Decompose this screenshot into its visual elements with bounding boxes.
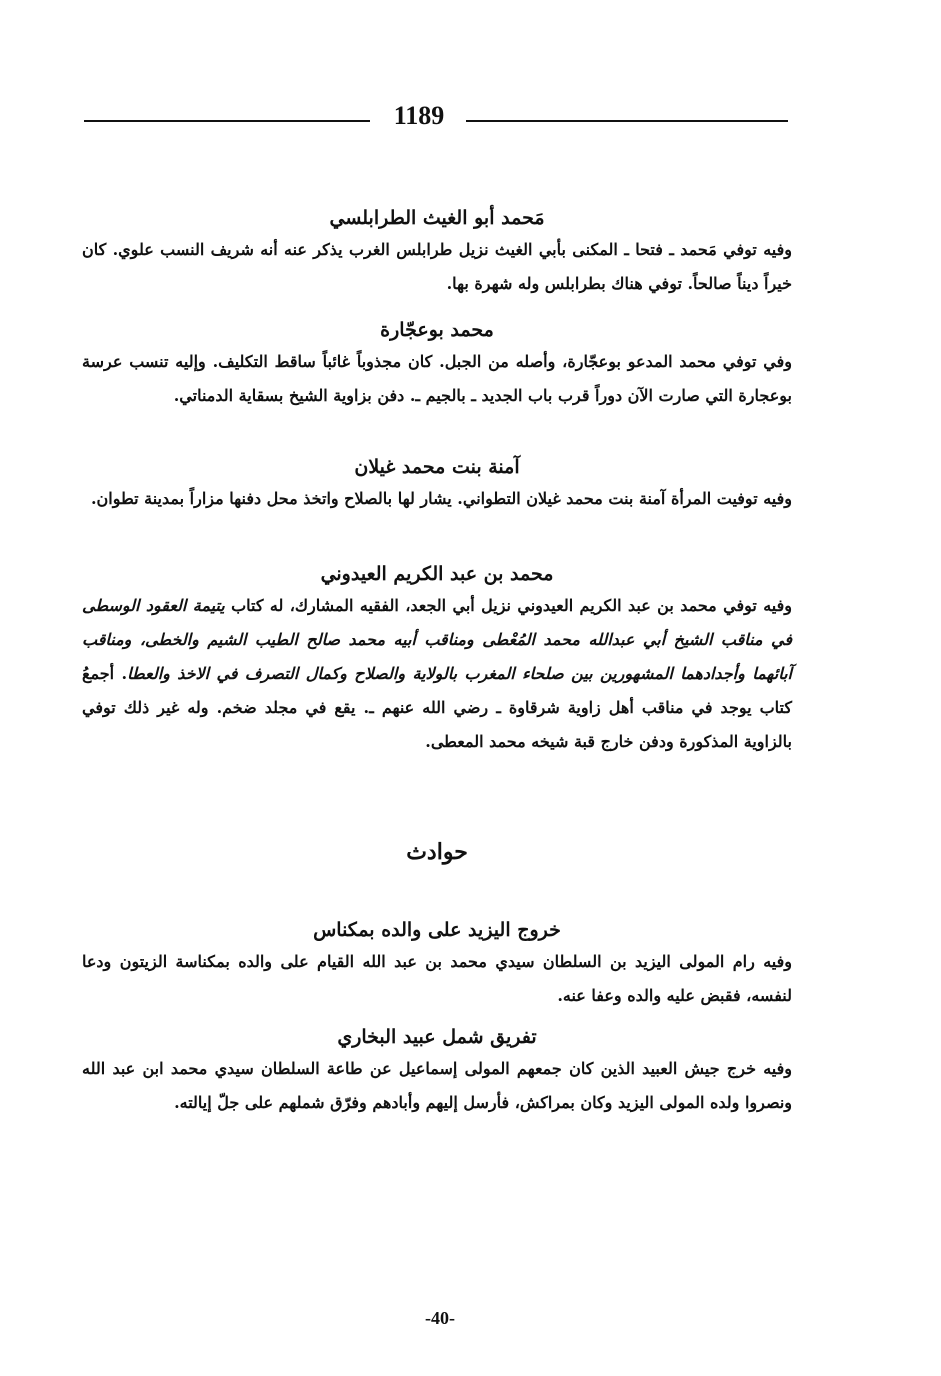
section-title: حوادث [406, 839, 468, 865]
header-rule-left [84, 120, 370, 122]
entry-text-after: . أجمعُ كتاب يوجد في مناقب أهل زاوية شرقاوة ـ رضي الله عنهم ـ. يقع في مجلد ضخم. وله غير ذلك توفي بالزاوية المذكورة ودفن خارج قبة شيخه محمد المعطى. [82, 664, 792, 751]
event-text: وفيه رام المولى اليزيد بن السلطان سيدي محمد بن عبد الله القيام على والده بمكناسة الزيتون ودعا لنفسه، فقبض عليه والده وعفا عنه. [82, 952, 792, 1005]
entry-2 [82, 315, 792, 413]
entry-text [82, 589, 792, 759]
event-2 [82, 1022, 792, 1120]
entry-title: محمد بن عبد الكريم العيدوني [320, 563, 554, 585]
page-header [84, 96, 788, 140]
event-1 [82, 915, 792, 1013]
book-title: يتيمة العقود الوسطى في مناقب الشيخ أبي عبدالله محمد المُعْطى ومناقب أبيه محمد صالح الطيب الشيم والخطى، ومناقب آبائهما وأجدادهما المشهورين بين صلحاء المغرب بالولاية والصلاح وكمال التصرف في الاخذ والعطا [82, 596, 792, 683]
entry-title: آمنة بنت محمد غيلان [354, 456, 520, 478]
entry-text: وفيه توفيت المرأة آمنة بنت محمد غيلان التطواني. يشار لها بالصلاح واتخذ محل دفنها مزاراً بمدينة تطوان. [90, 489, 792, 508]
page-number: -40- [425, 1308, 455, 1328]
header-rule-right [466, 120, 788, 122]
entry-3 [82, 452, 792, 516]
entry-1 [82, 203, 792, 301]
entry-title: محمد بوعجّارة [380, 319, 494, 341]
entry-4 [82, 559, 792, 759]
events-section [82, 832, 792, 872]
entry-text-before: وفيه توفي محمد بن عبد الكريم العيدوني نزيل أبي الجعد، الفقيه المشارك، له كتاب [231, 596, 793, 615]
event-title: تفريق شمل عبيد البخاري [337, 1026, 537, 1048]
year-number: 1189 [393, 101, 445, 130]
entry-text: وفي توفي محمد المدعو بوعجّارة، وأصله من الجبل. كان مجذوباً غائباً ساقط التكليف. وإليه تنسب عرسة بوعجارة التي صارت الآن دوراً قرب باب الجديد ـ بالجيم ـ. دفن بزاوية الشيخ بسقاية الدمناتي. [82, 352, 792, 405]
entry-text: وفيه توفي مَحمد ـ فتحا ـ المكنى بأبي الغيث نزيل طرابلس الغرب يذكر عنه أنه شريف النسب علوي. كان خيراً ديناً صالحاً. توفي هناك بطرابلس وله شهرة بها. [82, 240, 793, 293]
event-text: وفيه خرج جيش العبيد الذين كان جمعهم المولى إسماعيل عن طاعة السلطان سيدي محمد ابن عبد الله ونصروا ولده المولى اليزيد وكان بمراكش، فأرسل إليهم وأبادهم وفرّق شملهم على جلّ إيالته. [82, 1059, 792, 1112]
event-title: خروج اليزيد على والده بمكناس [313, 919, 561, 941]
entry-title: مَحمد أبو الغيث الطرابلسي [329, 207, 545, 229]
